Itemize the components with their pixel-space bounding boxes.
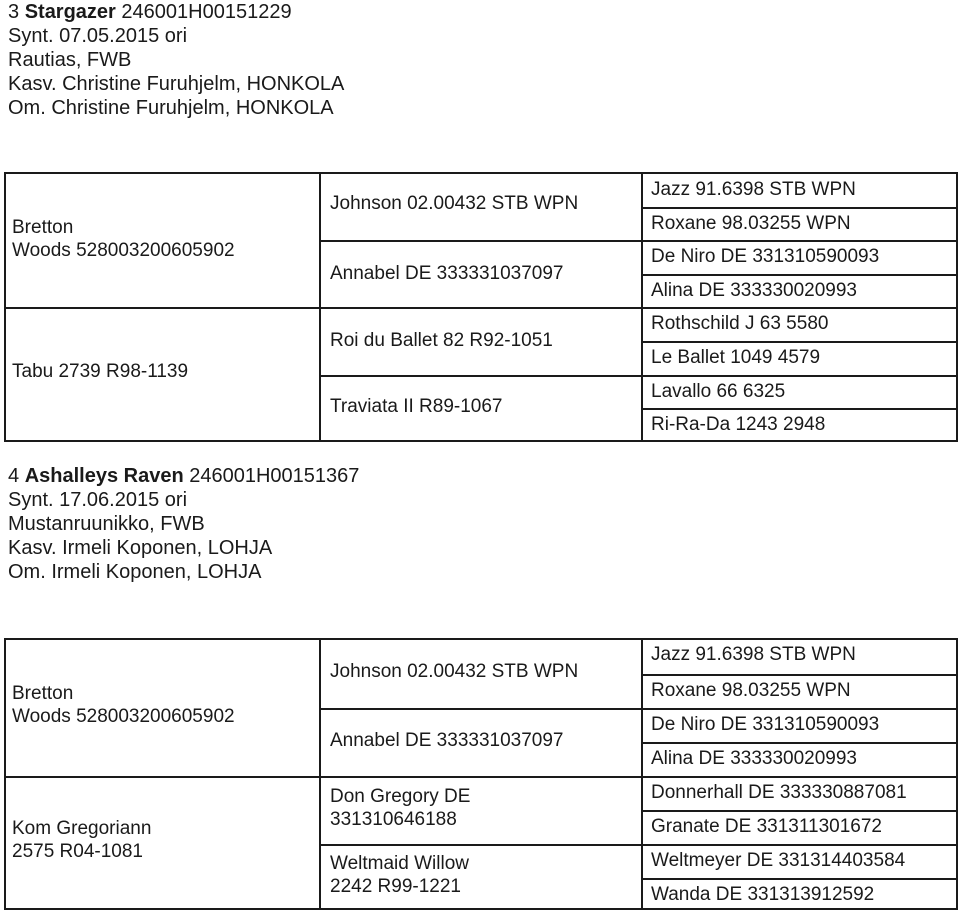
owner: Om. Christine Furuhjelm, HONKOLA [8, 97, 334, 119]
coat-color: Rautias, FWB [8, 49, 132, 71]
grandparent-dd: Weltmaid Willow 2242 R99-1221 [330, 853, 470, 897]
grandparents-column [321, 640, 643, 908]
ggp-cell [643, 810, 956, 844]
ggp-cell [643, 708, 956, 742]
registration-number: 246001H00151229 [121, 1, 292, 23]
horse-name: Ashalleys Raven [24, 465, 184, 487]
ggp-cell [643, 307, 956, 341]
ggp-cell [643, 640, 956, 674]
ggp-cell [643, 776, 956, 810]
granddam-sd-cell [321, 240, 641, 307]
great-grandparents-column [643, 640, 956, 908]
entry-header [8, 0, 344, 120]
ggp-ddd: Ri-Ra-Da 1243 2948 [651, 414, 826, 435]
grandparent-dd: Traviata II R89-1067 [330, 396, 503, 417]
parents-column [6, 640, 321, 908]
granddam-sd-cell [321, 708, 641, 776]
entry-number: 3 [8, 1, 20, 23]
ggp-cell [643, 274, 956, 307]
ggp-dss: Rothschild J 63 5580 [651, 313, 829, 334]
entry-header [8, 464, 359, 584]
ggp-sds: De Niro DE 331310590093 [651, 714, 880, 735]
granddam-dd-cell [321, 844, 641, 908]
sire-cell [6, 640, 319, 776]
grandparent-sd: Annabel DE 333331037097 [330, 730, 564, 751]
ggp-cell [643, 878, 956, 908]
parents-column [6, 174, 321, 440]
grandparent-ds: Don Gregory DE 331310646188 [330, 786, 471, 830]
ggp-ddd: Wanda DE 331313912592 [651, 884, 875, 905]
pedigree-table [4, 172, 958, 442]
dam-cell [6, 776, 319, 908]
sire-name: Bretton Woods 528003200605902 [12, 683, 235, 727]
entry-number: 4 [8, 465, 20, 487]
grandsire-ds-cell [321, 307, 641, 375]
ggp-cell [643, 844, 956, 878]
grandsire-ds-cell [321, 776, 641, 844]
grandparent-ss: Johnson 02.00432 STB WPN [330, 661, 579, 682]
ggp-cell [643, 341, 956, 375]
dam-name: Tabu 2739 R98-1139 [12, 361, 189, 382]
ggp-sds: De Niro DE 331310590093 [651, 246, 880, 267]
grandparent-sd: Annabel DE 333331037097 [330, 263, 564, 284]
breeder: Kasv. Irmeli Koponen, LOHJA [8, 537, 273, 559]
ggp-dss: Donnerhall DE 333330887081 [651, 782, 907, 803]
ggp-dsd: Le Ballet 1049 4579 [651, 347, 821, 368]
ggp-dds: Lavallo 66 6325 [651, 381, 786, 402]
ggp-sss: Jazz 91.6398 STB WPN [651, 644, 856, 665]
pedigree-table [4, 638, 958, 910]
ggp-ssd: Roxane 98.03255 WPN [651, 680, 851, 701]
breeder: Kasv. Christine Furuhjelm, HONKOLA [8, 73, 345, 95]
grandparent-ss: Johnson 02.00432 STB WPN [330, 193, 579, 214]
owner: Om. Irmeli Koponen, LOHJA [8, 561, 262, 583]
dam-name: Kom Gregoriann 2575 R04-1081 [12, 818, 152, 862]
registration-number: 246001H00151367 [189, 465, 360, 487]
ggp-cell [643, 207, 956, 240]
entry-title-line [8, 0, 344, 24]
ggp-cell [643, 674, 956, 708]
grandsire-ss-cell [321, 174, 641, 240]
sire-cell [6, 174, 319, 307]
ggp-cell [643, 240, 956, 274]
ggp-sss: Jazz 91.6398 STB WPN [651, 179, 856, 200]
grandparents-column [321, 174, 643, 440]
granddam-dd-cell [321, 375, 641, 440]
grandsire-ss-cell [321, 640, 641, 708]
grandparent-ds: Roi du Ballet 82 R92-1051 [330, 330, 553, 351]
ggp-ssd: Roxane 98.03255 WPN [651, 213, 851, 234]
coat-color: Mustanruunikko, FWB [8, 513, 205, 535]
entry-title-line [8, 464, 359, 488]
ggp-cell [643, 742, 956, 776]
dam-cell [6, 307, 319, 440]
sire-name: Bretton Woods 528003200605902 [12, 217, 235, 261]
horse-name: Stargazer [24, 1, 116, 23]
great-grandparents-column [643, 174, 956, 440]
ggp-sdd: Alina DE 333330020993 [651, 280, 858, 301]
ggp-cell [643, 408, 956, 440]
birth-info: Synt. 07.05.2015 ori [8, 25, 188, 47]
ggp-dds: Weltmeyer DE 331314403584 [651, 850, 906, 871]
birth-info: Synt. 17.06.2015 ori [8, 489, 188, 511]
ggp-sdd: Alina DE 333330020993 [651, 748, 858, 769]
ggp-dsd: Granate DE 331311301672 [651, 816, 882, 837]
ggp-cell [643, 375, 956, 408]
ggp-cell [643, 174, 956, 207]
